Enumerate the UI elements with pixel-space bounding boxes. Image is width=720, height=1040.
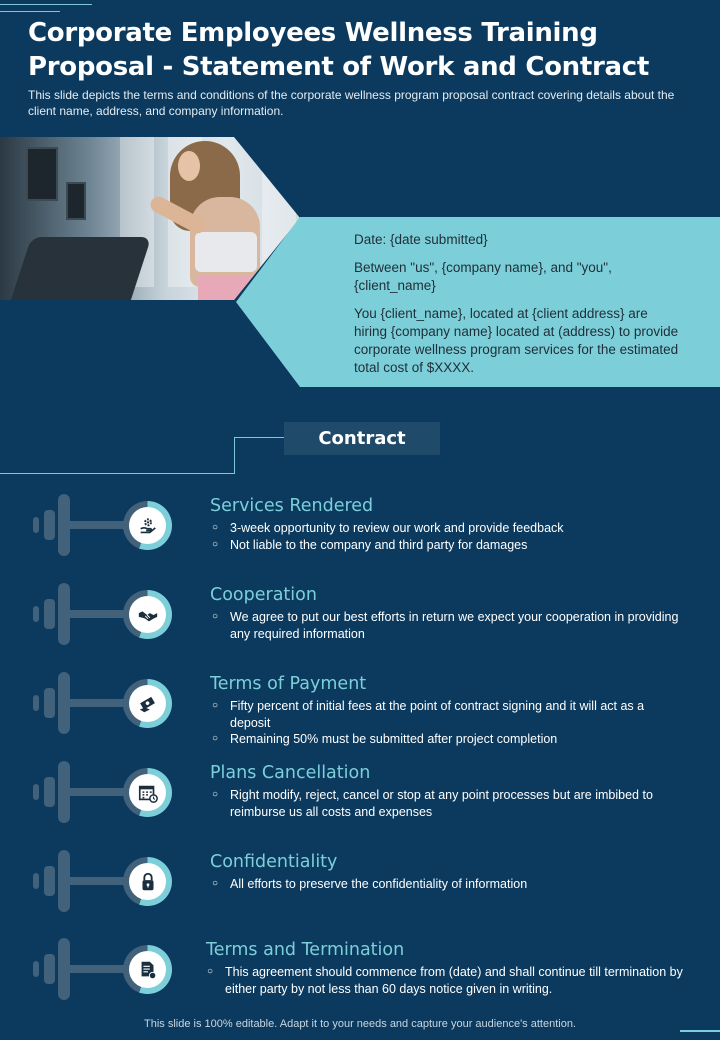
list-item: ○ Remaining 50% must be submitted after project completion — [212, 731, 682, 748]
list-item: ○ This agreement should commence from (date) and shall continue till termination by either party by not less than 60 days notice given in writing. — [207, 964, 717, 997]
section-title: Terms and Termination — [206, 940, 405, 960]
document-user-icon — [129, 951, 166, 988]
section-title: Confidentiality — [210, 852, 338, 872]
section-services-rendered — [0, 494, 720, 582]
calendar-clock-icon — [129, 774, 166, 811]
date-text: Date: {date submitted} — [354, 232, 488, 247]
section-title: Plans Cancellation — [210, 763, 371, 783]
gear-hand-icon — [129, 507, 166, 544]
section-confidentiality — [0, 850, 720, 938]
contract-heading: Contract — [284, 422, 440, 455]
section-plans-cancellation — [0, 761, 720, 849]
page-subtitle: This slide depicts the terms and conditions of the corporate wellness program proposal contract covering details about the client name, address, and company information. — [28, 88, 675, 118]
treadmill-photo — [0, 137, 300, 300]
client-location-text: You {client_name}, located at {client address} are hiring {company name} located at (address) to provide corporate wellness program services for the estimated total cost of $XXXX. — [354, 306, 679, 375]
between-text: Between "us", {company name}, and "you", {client_name} — [354, 260, 612, 293]
section-cooperation — [0, 583, 720, 671]
list-item: ○ All efforts to preserve the confidentiality of information — [212, 876, 682, 893]
footer-note: This slide is 100% editable. Adapt it to your needs and capture your audience's attention. — [144, 1018, 576, 1030]
section-title: Terms of Payment — [210, 674, 367, 694]
handshake-icon — [129, 596, 166, 633]
contract-base-line — [0, 473, 235, 474]
list-item: ○ Right modify, reject, cancel or stop at any point processes but are imbibed to reimburse us all costs and expenses — [212, 787, 682, 820]
top-deco-line — [0, 4, 92, 5]
contract-connector-line — [234, 437, 284, 474]
section-title: Cooperation — [210, 585, 317, 605]
section-terms-of-payment — [0, 672, 720, 760]
page-title: Corporate Employees Wellness Training Proposal - Statement of Work and Contract — [28, 18, 650, 82]
list-item: ○ We agree to put our best efforts in return we expect your cooperation in providing any required information — [212, 609, 682, 642]
money-hand-icon — [129, 685, 166, 722]
section-terms-and-termination — [0, 938, 720, 1026]
list-item: ○ 3-week opportunity to review our work and provide feedback — [212, 520, 682, 537]
list-item: ○ Not liable to the company and third party for damages — [212, 537, 682, 554]
section-title: Services Rendered — [210, 496, 374, 516]
lock-icon — [129, 863, 166, 900]
list-item: ○ Fifty percent of initial fees at the point of contract signing and it will act as a deposit — [212, 698, 682, 731]
bottom-deco-line — [680, 1030, 720, 1032]
top-deco-line-short — [0, 11, 60, 12]
